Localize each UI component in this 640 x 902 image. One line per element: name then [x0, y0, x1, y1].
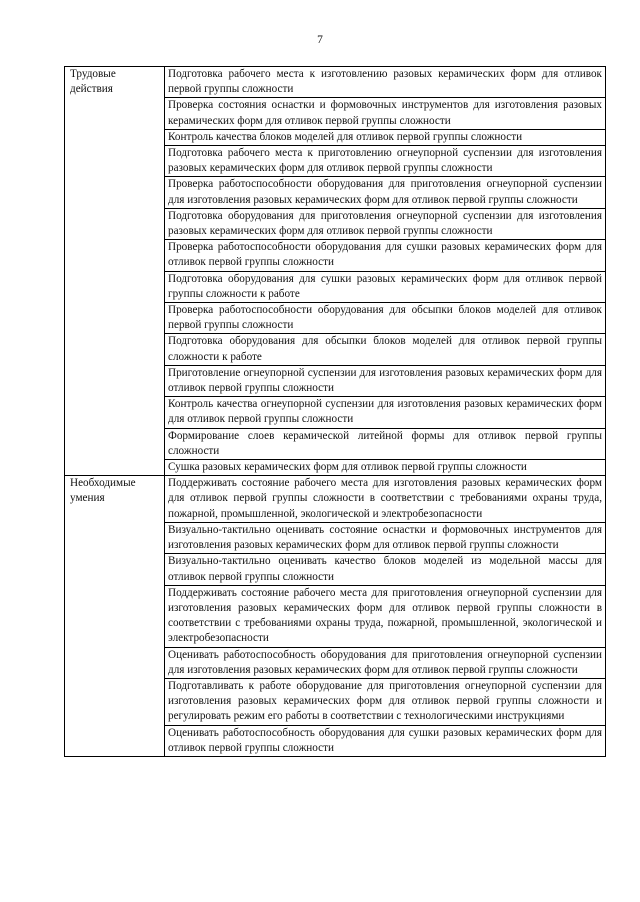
table-cell-item: Подготовка оборудования для сушки разовых керамических форм для отливок первой группы сложности к работе [165, 271, 606, 302]
table-cell-item: Проверка состояния оснастки и формовочных инструментов для изготовления разовых керамических форм для отливок первой группы сложности [165, 98, 606, 129]
table-cell-item: Оценивать работоспособность оборудования для приготовления огнеупорной суспензии для изготовления разовых керамических форм для отливок первой группы сложности [165, 647, 606, 678]
table-cell-item: Визуально-тактильно оценивать качество блоков моделей из модельной массы для отливок первой группы сложности [165, 554, 606, 585]
table-cell-item: Подготовка оборудования для обсыпки блоков моделей для отливок первой группы сложности к работе [165, 334, 606, 365]
table-cell-item: Формирование слоев керамической литейной формы для отливок первой группы сложности [165, 428, 606, 459]
job-functions-table [64, 66, 606, 757]
section-heading: Трудовые действия [65, 67, 165, 476]
table-cell-item: Подготовка оборудования для приготовления огнеупорной суспензии для изготовления разовых керамических форм для отливок первой группы сложности [165, 208, 606, 239]
table-cell-item: Сушка разовых керамических форм для отливок первой группы сложности [165, 460, 606, 476]
table-cell-item: Поддерживать состояние рабочего места для изготовления разовых керамических форм для отливок первой группы сложности в соответствии с требованиями охраны труда, пожарной, промышленной, экологической и электробезопасности [165, 476, 606, 523]
table-cell-item: Подготовка рабочего места к изготовлению разовых керамических форм для отливок первой группы сложности [165, 67, 606, 98]
section-heading: Необходимые умения [65, 476, 165, 757]
table-cell-item: Проверка работоспособности оборудования для обсыпки блоков моделей для отливок первой группы сложности [165, 303, 606, 334]
table-cell-item: Контроль качества огнеупорной суспензии для изготовления разовых керамических форм для отливок первой группы сложности [165, 397, 606, 428]
table-row [65, 67, 606, 98]
table-cell-item: Визуально-тактильно оценивать состояние оснастки и формовочных инструментов для изготовления разовых керамических форм для отливок первой группы сложности [165, 522, 606, 553]
table-cell-item: Контроль качества блоков моделей для отливок первой группы сложности [165, 129, 606, 145]
page-number: 7 [317, 34, 323, 46]
table-cell-item: Проверка работоспособности оборудования для приготовления огнеупорной суспензии для изготовления разовых керамических форм для отливок первой группы сложности [165, 177, 606, 208]
table-cell-item: Оценивать работоспособность оборудования для сушки разовых керамических форм для отливок первой группы сложности [165, 725, 606, 756]
table-row [65, 476, 606, 523]
table-cell-item: Подготовка рабочего места к приготовлению огнеупорной суспензии для изготовления разовых керамических форм для отливок первой группы сложности [165, 146, 606, 177]
table-body [65, 67, 606, 757]
table-cell-item: Приготовление огнеупорной суспензии для изготовления разовых керамических форм для отливок первой группы сложности [165, 365, 606, 396]
table-cell-item: Поддерживать состояние рабочего места для приготовления огнеупорной суспензии для изготовления разовых керамических форм для отливок первой группы сложности в соответствии с требованиями охраны труда, пожарной, промышленной, экологической и электробезопасности [165, 585, 606, 647]
table-cell-item: Подготавливать к работе оборудование для приготовления огнеупорной суспензии для изготовления разовых керамических форм для отливок первой группы сложности и регулировать режим его работы в соответствии с технологическими инструкциями [165, 678, 606, 725]
table-cell-item: Проверка работоспособности оборудования для сушки разовых керамических форм для отливок первой группы сложности [165, 240, 606, 271]
